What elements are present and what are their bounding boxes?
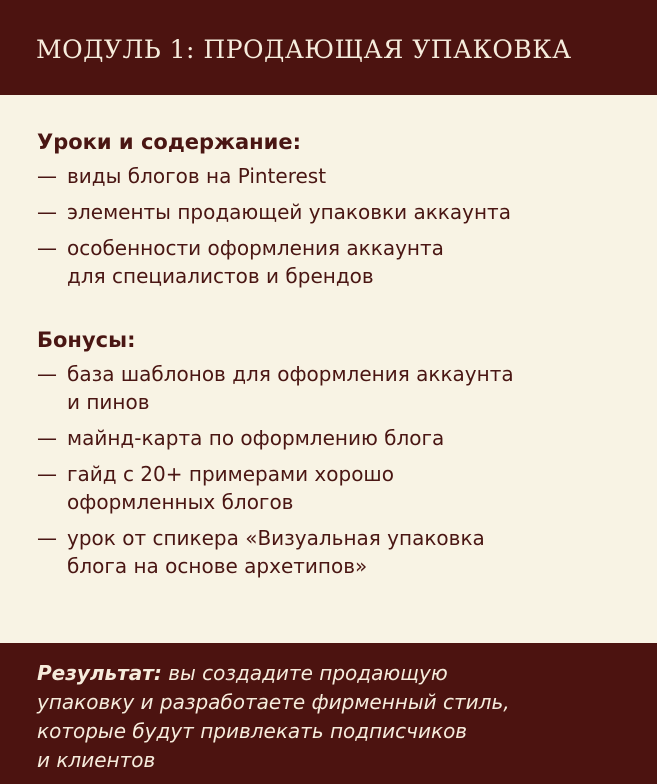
bonus-item bbox=[37, 424, 637, 452]
bonuses-heading: Бонусы: bbox=[37, 328, 136, 352]
dash-marker: — bbox=[37, 200, 57, 224]
bonus-item bbox=[37, 524, 637, 580]
lesson-item-text: особенности оформления аккаунта для специалистов и брендов bbox=[67, 236, 444, 288]
bonus-item bbox=[37, 360, 637, 416]
dash-marker: — bbox=[37, 362, 57, 386]
lesson-item bbox=[37, 162, 637, 190]
module-content bbox=[37, 128, 637, 588]
result-label: Результат: bbox=[37, 661, 162, 685]
result-band bbox=[0, 643, 657, 784]
bonus-item bbox=[37, 460, 637, 516]
lesson-item-text: элементы продающей упаковки аккаунта bbox=[67, 200, 511, 224]
result-paragraph bbox=[37, 659, 627, 775]
dash-marker: — bbox=[37, 526, 57, 550]
dash-marker: — bbox=[37, 426, 57, 450]
bonus-item-text: база шаблонов для оформления аккаунта и пинов bbox=[67, 362, 514, 414]
lesson-item bbox=[37, 198, 637, 226]
dash-marker: — bbox=[37, 164, 57, 188]
bonus-item-text: гайд с 20+ примерами хорошо оформленных блогов bbox=[67, 462, 394, 514]
dash-marker: — bbox=[37, 236, 57, 260]
lesson-item-text: виды блогов на Pinterest bbox=[67, 164, 327, 188]
lessons-heading: Уроки и содержание: bbox=[37, 130, 301, 154]
lesson-item bbox=[37, 234, 637, 290]
header-band bbox=[0, 0, 657, 95]
bonus-item-text: урок от спикера «Визуальная упаковка блога на основе архетипов» bbox=[67, 526, 485, 578]
bonus-item-text: майнд-карта по оформлению блога bbox=[67, 426, 445, 450]
result-text: вы создадите продающую упаковку и разработаете фирменный стиль, которые будут привлекать подписчиков и клиентов bbox=[37, 661, 510, 772]
module-title: МОДУЛЬ 1: ПРОДАЮЩАЯ УПАКОВКА bbox=[36, 35, 572, 64]
dash-marker: — bbox=[37, 462, 57, 486]
